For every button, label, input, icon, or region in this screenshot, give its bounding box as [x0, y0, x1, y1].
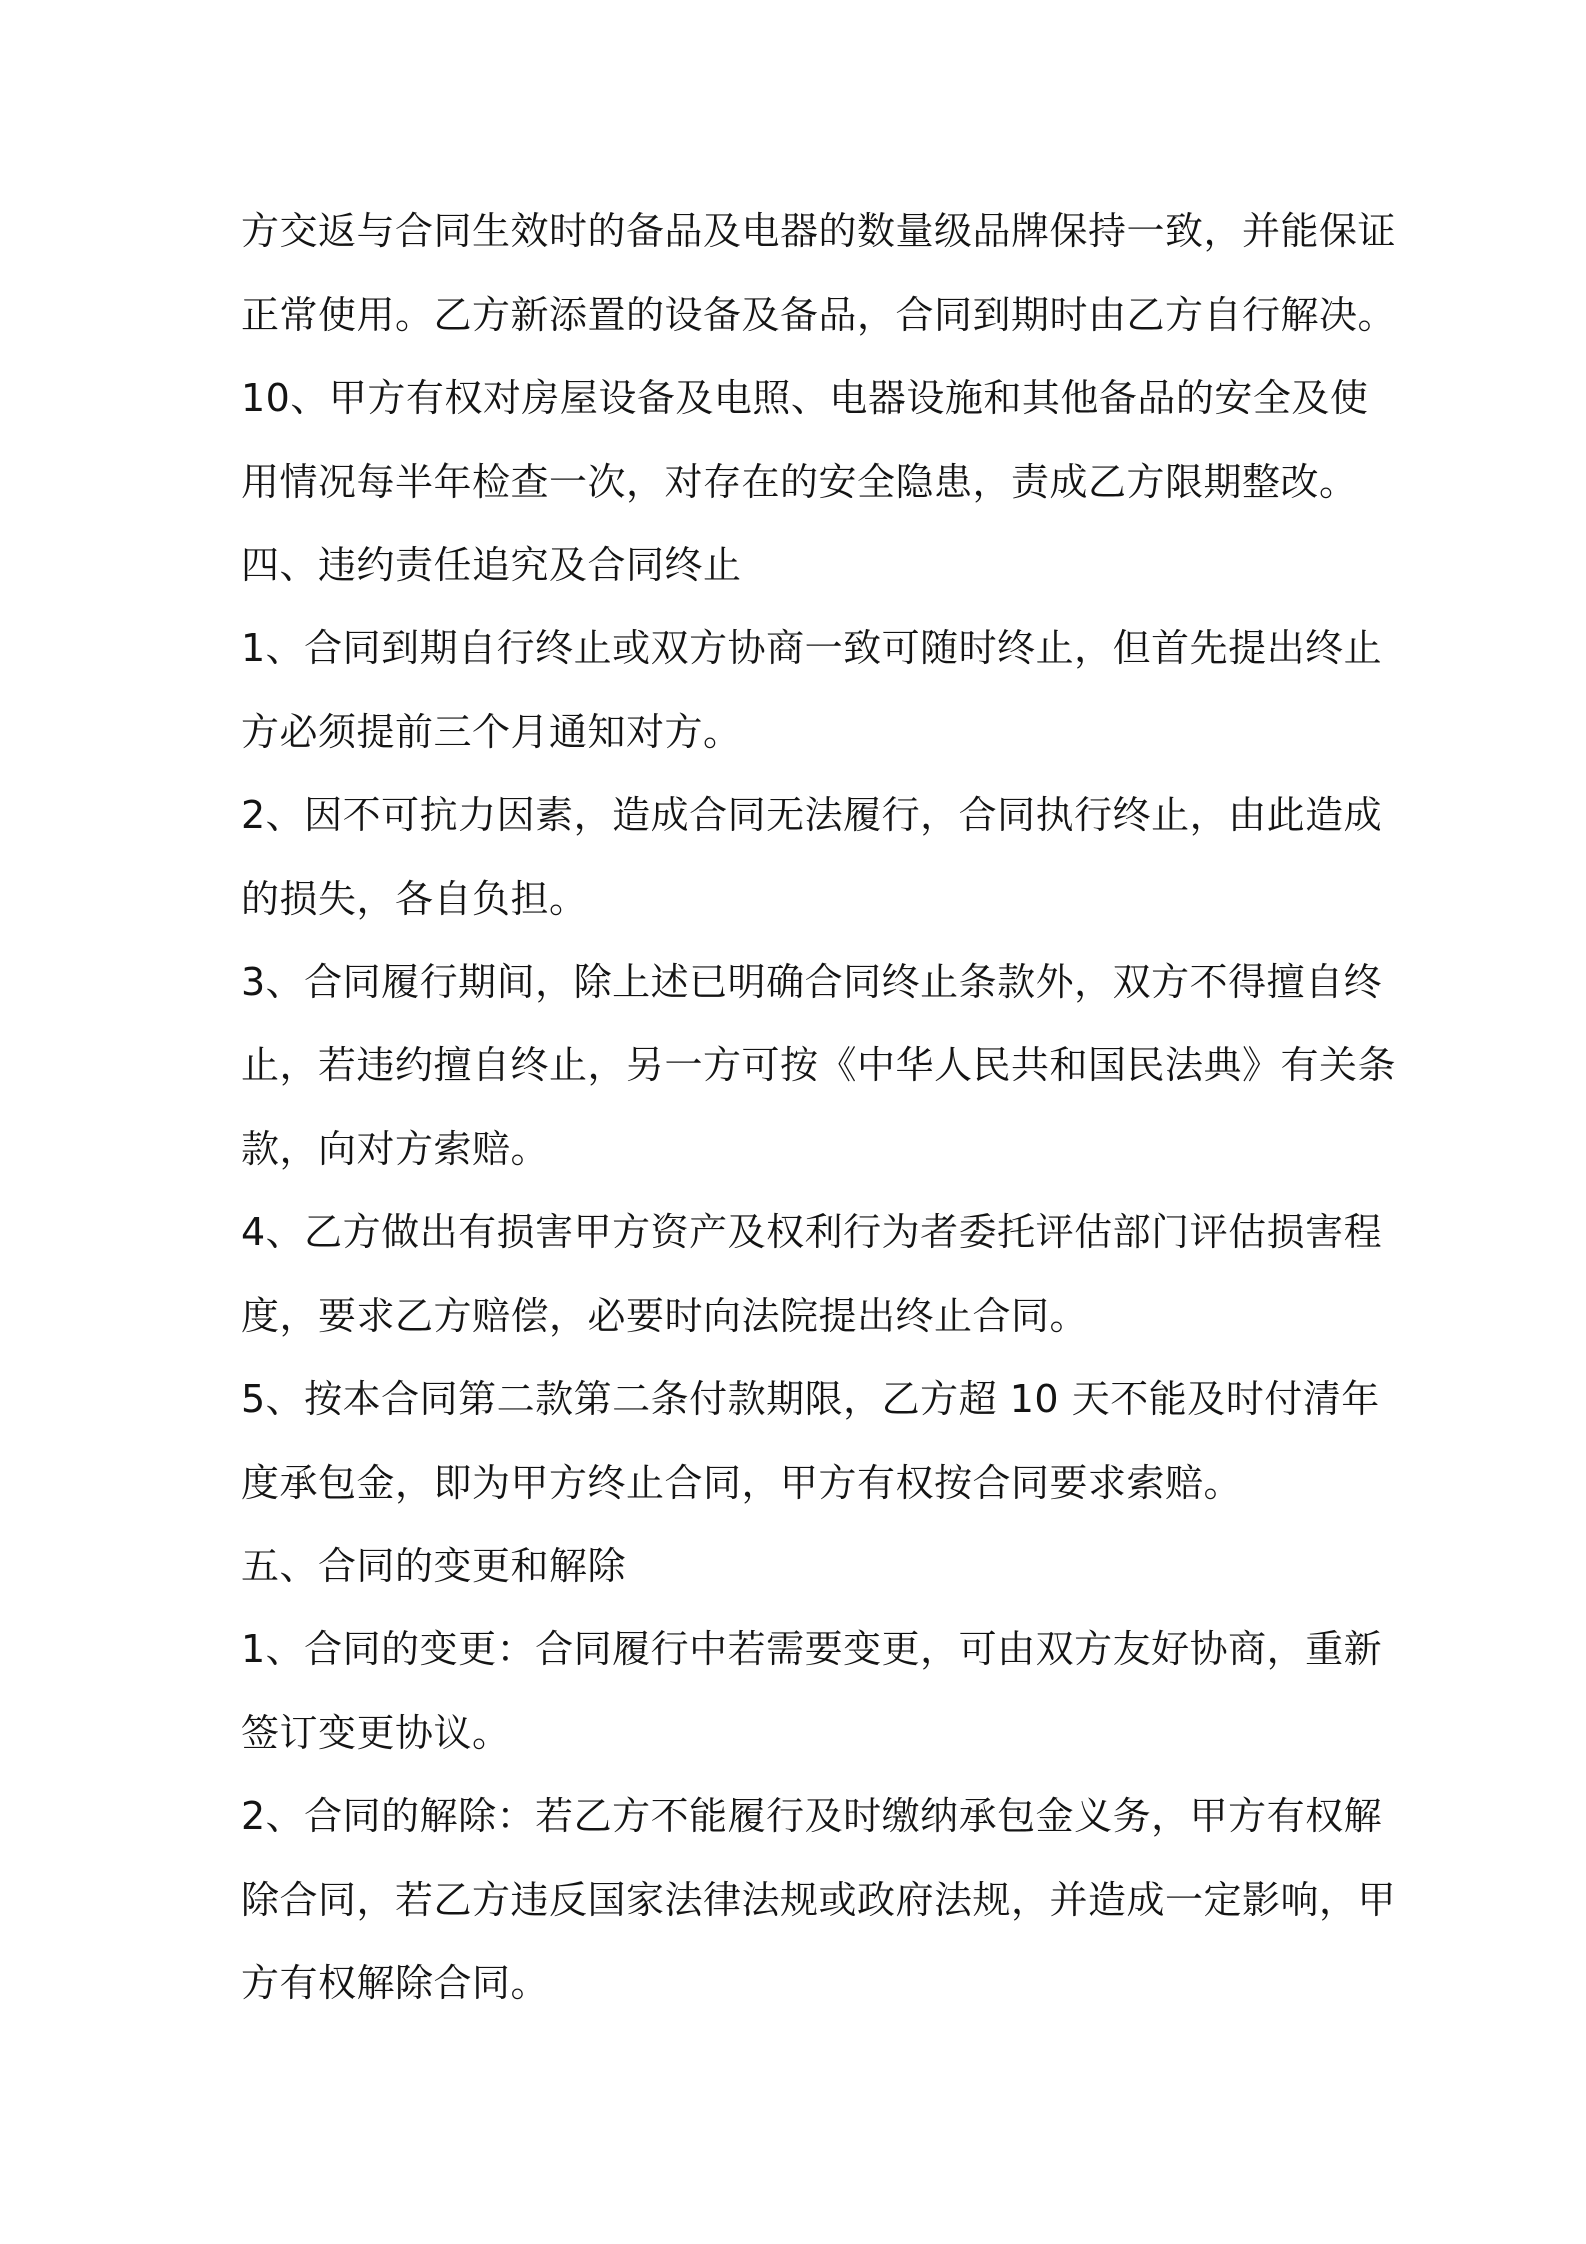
- text-line: 2、合同的解除：若乙方不能履行及时缴纳承包金义务，甲方有权解: [241, 1794, 1383, 1838]
- text-line: 3、合同履行期间，除上述已明确合同终止条款外，双方不得擅自终: [241, 960, 1383, 1004]
- text-line: 正常使用。乙方新添置的设备及备品，合同到期时由乙方自行解决。: [241, 293, 1397, 337]
- text-line: 方必须提前三个月通知对方。: [241, 710, 742, 754]
- text-line: 止，若违约擅自终止，另一方可按《中华人民共和国民法典》有关条: [241, 1043, 1397, 1087]
- text-line: 5、按本合同第二款第二条付款期限，乙方超 10 天不能及时付清年: [241, 1377, 1380, 1421]
- text-line: 10、甲方有权对房屋设备及电照、电器设施和其他备品的安全及使: [241, 376, 1369, 420]
- text-line: 2、因不可抗力因素，造成合同无法履行，合同执行终止，由此造成: [241, 793, 1383, 837]
- section-heading: 五、合同的变更和解除: [241, 1544, 627, 1588]
- section-heading: 四、违约责任追究及合同终止: [241, 543, 742, 587]
- text-line: 1、合同到期自行终止或双方协商一致可随时终止，但首先提出终止: [241, 626, 1383, 670]
- text-line: 款，向对方索赔。: [241, 1127, 550, 1171]
- text-line: 的损失，各自负担。: [241, 877, 588, 921]
- text-line: 签订变更协议。: [241, 1711, 511, 1755]
- text-line: 度承包金，即为甲方终止合同，甲方有权按合同要求索赔。: [241, 1461, 1243, 1505]
- text-line: 方有权解除合同。: [241, 1961, 550, 2005]
- text-line: 4、乙方做出有损害甲方资产及权利行为者委托评估部门评估损害程: [241, 1210, 1383, 1254]
- text-line: 方交返与合同生效时的备品及电器的数量级品牌保持一致，并能保证: [241, 209, 1397, 253]
- text-line: 除合同，若乙方违反国家法律法规或政府法规，并造成一定影响，甲: [241, 1878, 1397, 1922]
- text-line: 用情况每半年检查一次，对存在的安全隐患，责成乙方限期整改。: [241, 460, 1358, 504]
- text-line: 度，要求乙方赔偿，必要时向法院提出终止合同。: [241, 1294, 1089, 1338]
- text-line: 1、合同的变更：合同履行中若需要变更，可由双方友好协商，重新: [241, 1627, 1383, 1671]
